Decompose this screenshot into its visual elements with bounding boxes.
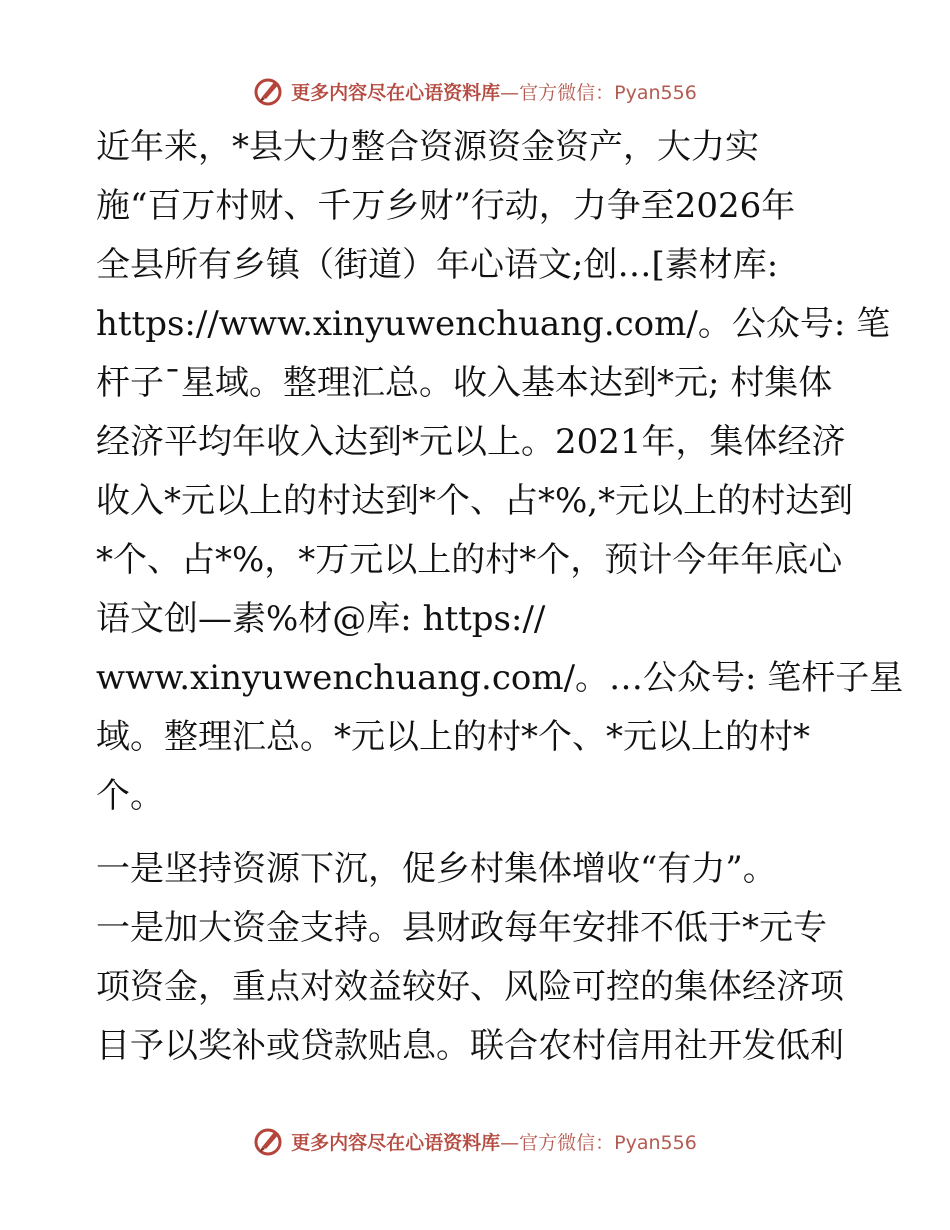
watermark-bold: 更多内容尽在心语资料库 xyxy=(291,81,501,104)
watermark-text xyxy=(291,1128,697,1155)
watermark-banner-top xyxy=(0,71,950,111)
paragraph-gap xyxy=(96,826,856,840)
watermark-bold: 更多内容尽在心语资料库 xyxy=(291,1131,501,1154)
document-body xyxy=(96,118,904,1076)
text-line: 语文创—素%材@库: https:// xyxy=(96,599,546,639)
text-line: 全县所有乡镇（街道）年心语文;创…[素材库: xyxy=(96,245,779,285)
text-line: 经济平均年收入达到*元以上。2021年，集体经济 xyxy=(96,422,846,462)
text-line: 域。整理汇总。*元以上的村*个、*元以上的村* xyxy=(96,717,810,757)
text-line: 施“百万村财、千万乡财”行动，力争至2026年 xyxy=(96,186,796,226)
paragraph-2 xyxy=(96,840,856,1076)
text-line: https://www.xinyuwenchuang.com/。公众号: 笔 xyxy=(96,304,891,344)
watermark-rest: —官方微信：Pyan556 xyxy=(500,1131,697,1154)
watermark-banner-bottom xyxy=(0,1121,950,1161)
text-line: 收入*元以上的村达到*个、占*%,*元以上的村达到 xyxy=(96,481,854,521)
text-line: www.xinyuwenchuang.com/。…公众号: 笔杆子星 xyxy=(96,658,904,698)
quill-logo-icon xyxy=(253,1125,285,1157)
quill-logo-icon xyxy=(253,75,285,107)
text-line: *个、占*%，*万元以上的村*个，预计今年年底心 xyxy=(96,540,843,580)
text-line: 一是坚持资源下沉，促乡村集体增收“有力”。 xyxy=(96,849,777,889)
text-line: 个。 xyxy=(96,776,164,816)
paragraph-1 xyxy=(96,118,904,826)
text-line: 近年来，*县大力整合资源资金资产，大力实 xyxy=(96,127,759,167)
watermark-rest: —官方微信：Pyan556 xyxy=(500,81,697,104)
text-line: 杆子¯星域。整理汇总。收入基本达到*元; 村集体 xyxy=(96,363,833,403)
text-line: 一是加大资金支持。县财政每年安排不低于*元专 xyxy=(96,908,827,948)
text-line: 目予以奖补或贷款贴息。联合农村信用社开发低利 xyxy=(96,1026,844,1066)
watermark-text xyxy=(291,78,697,105)
text-line: 项资金，重点对效益较好、风险可控的集体经济项 xyxy=(96,967,844,1007)
